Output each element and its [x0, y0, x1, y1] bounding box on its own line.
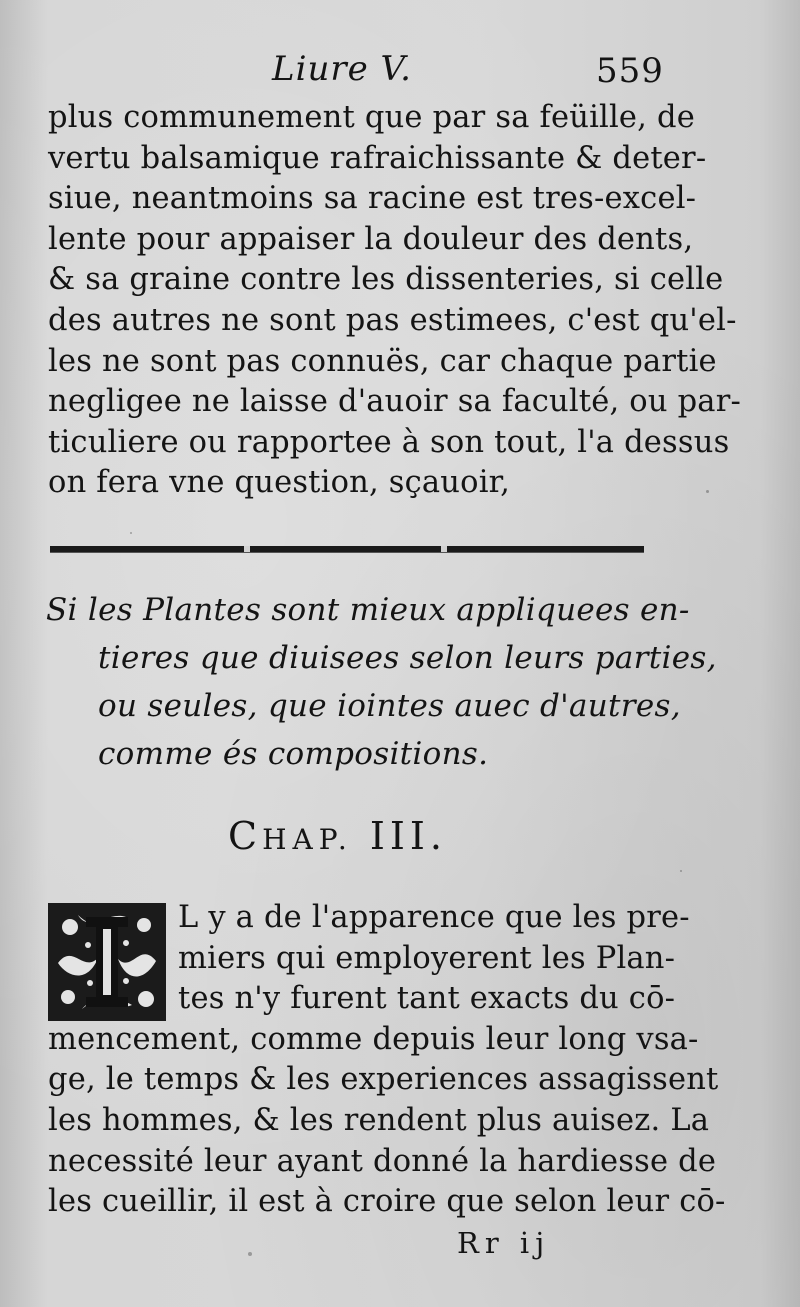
text-line: des autres ne sont pas estimees, c'est qu'el-	[48, 302, 737, 338]
heading-line: comme és compositions.	[98, 736, 489, 772]
text-line: ge, le temps & les experiences assagissent	[48, 1062, 719, 1098]
text-line: les ne sont pas connuës, car chaque partie	[48, 343, 717, 379]
text-line: mencement, comme depuis leur long vsa-	[48, 1021, 699, 1057]
heading-line: Si les Plantes sont mieux appliquees en-	[46, 592, 690, 628]
divider-gap	[244, 546, 250, 552]
running-head: Liure V.	[272, 49, 412, 89]
text-line: ticuliere ou rapportee à son tout, l'a dessus	[48, 424, 730, 460]
paper-speck	[706, 490, 709, 493]
text-line: L y a de l'apparence que les pre-	[178, 900, 690, 935]
section-heading	[46, 586, 717, 778]
text-line: & sa graine contre les dissenteries, si celle	[48, 262, 724, 298]
paper-speck	[248, 1252, 252, 1256]
chapter-label-rest: HAP.	[262, 823, 353, 856]
text-line: miers qui employerent les Plan-	[178, 940, 676, 976]
chapter-number: III.	[369, 814, 448, 858]
chapter-label-initial: C	[228, 814, 263, 858]
text-line: vertu balsamique rafraichissante & deter-	[48, 140, 707, 176]
page-header	[0, 45, 800, 95]
divider-gap	[441, 546, 447, 552]
text-line: siue, neantmoins sa racine est tres-excel-	[48, 181, 697, 217]
text-line: plus communement que par sa feüille, de	[48, 100, 695, 135]
page-number: 559	[596, 51, 664, 91]
heading-line: tieres que diuisees selon leurs parties,	[98, 640, 717, 676]
text-line: on fera vne question, sçauoir,	[48, 465, 510, 501]
chapter-heading	[228, 814, 447, 858]
text-line: les hommes, & les rendent plus auisez. La	[48, 1102, 710, 1138]
text-line: les cueillir, il est à croire que selon leur cō-	[48, 1184, 726, 1220]
text-line: necessité leur ayant donné la hardiesse de	[48, 1143, 717, 1179]
text-line: tes n'y furent tant exacts du cō-	[178, 981, 676, 1017]
text-line: negligee ne laisse d'auoir sa faculté, ou par-	[48, 384, 741, 420]
paper-speck	[130, 532, 132, 534]
heading-line: ou seules, que iointes auec d'autres,	[98, 688, 681, 724]
paper-speck	[680, 870, 682, 872]
chapter-text	[48, 898, 726, 1223]
text-line: lente pour appaiser la douleur des dents,	[48, 221, 694, 257]
signature-mark: Rr ij	[457, 1226, 551, 1260]
body-text	[48, 98, 741, 504]
section-divider-rule	[50, 546, 644, 552]
